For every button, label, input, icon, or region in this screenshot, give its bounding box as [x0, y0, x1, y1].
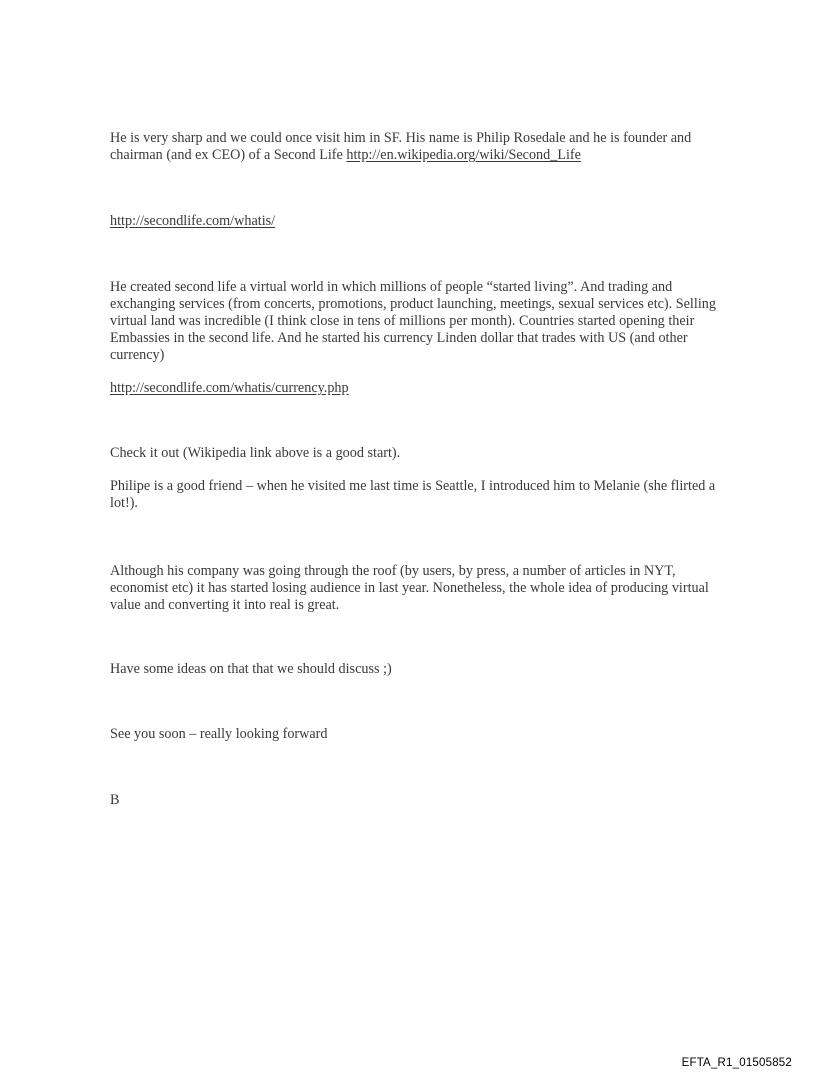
- paragraph-philip-intro: [110, 130, 722, 164]
- paragraph-company-status: Although his company was going through the roof (by users, by press, a number of articles in NYT, economist etc) it has started losing audience in last year. Nonetheless, the whole idea of producing virtual value and converting it into real is great.: [110, 563, 709, 613]
- secondlife-whatis-link-paragraph: [110, 213, 722, 230]
- secondlife-currency-link[interactable]: http://secondlife.com/whatis/currency.php: [110, 380, 349, 396]
- secondlife-whatis-link[interactable]: http://secondlife.com/whatis/: [110, 213, 276, 229]
- paragraph-ideas: Have some ideas on that that we should discuss ;): [110, 661, 392, 677]
- signature: B: [110, 792, 120, 808]
- wikipedia-link[interactable]: http://en.wikipedia.org/wiki/Second_Life: [346, 147, 581, 163]
- paragraph-see-you-soon: See you soon – really looking forward: [110, 726, 328, 742]
- secondlife-currency-link-paragraph: [110, 380, 722, 397]
- paragraph-philip-intro-text: He is very sharp and we could once visit him in SF. His name is Philip Rosedale and he is founder and chairman (and ex CEO) of a Second Life: [110, 130, 692, 163]
- paragraph-philipe-friend: Philipe is a good friend – when he visited me last time is Seattle, I introduced him to Melanie (she flirted a lot!).: [110, 478, 716, 511]
- paragraph-second-life-description: He created second life a virtual world in which millions of people “started living”. And trading and exchanging services (from concerts, promotions, product launching, meetings, sexual services etc). Selling virtual land was incredible (I think close in tens of millions per month). Countries started opening their Embassies in the second life. And he started his currency Linden dollar that trades with US (and other currency): [110, 279, 716, 363]
- document-id-footer: EFTA_R1_01505852: [681, 1057, 792, 1069]
- paragraph-check-it-out: Check it out (Wikipedia link above is a good start).: [110, 445, 401, 461]
